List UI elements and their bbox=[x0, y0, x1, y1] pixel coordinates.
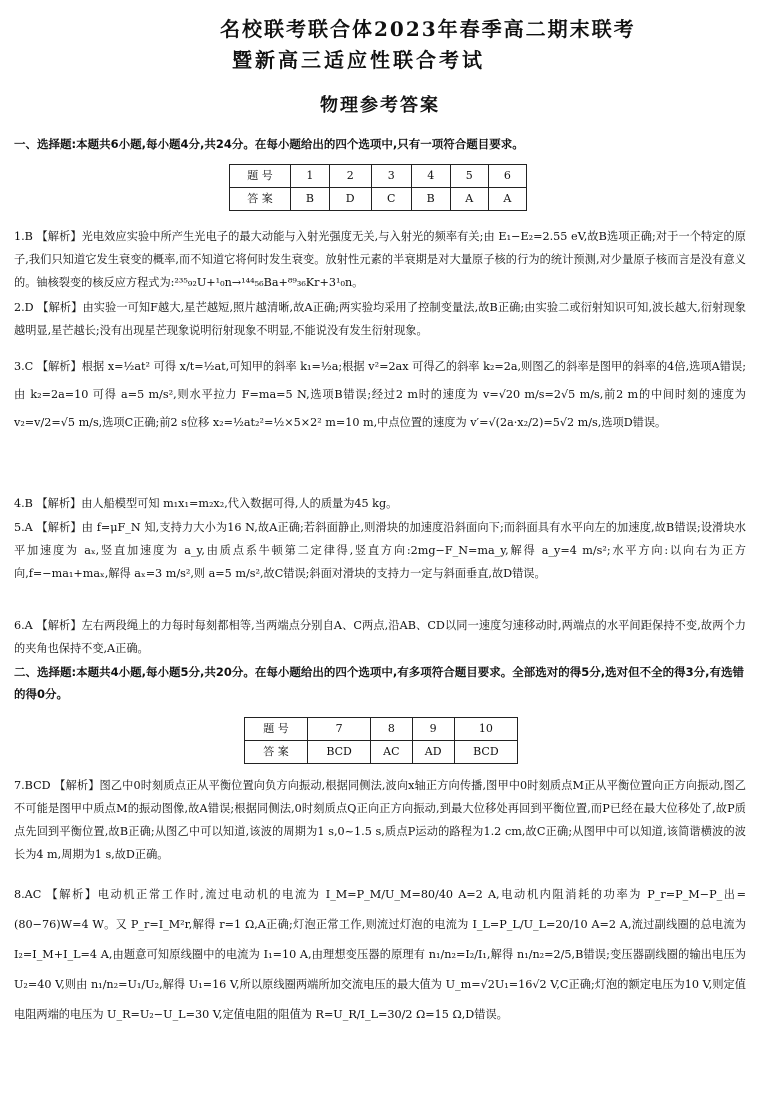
section1-heading: 一、选择题:本题共6小题,每小题4分,共24分。在每小题给出的四个选项中,只有一项符合题目要求。 bbox=[14, 137, 524, 151]
table-cell: 7 bbox=[308, 718, 371, 741]
table-cell: 4 bbox=[411, 165, 450, 188]
table-cell: 6 bbox=[488, 165, 526, 188]
table-cell: BCD bbox=[454, 741, 517, 764]
table-cell: 1 bbox=[291, 165, 330, 188]
exam-title-line1: 名校联考联合体2023年春季高二期末联考 bbox=[220, 17, 636, 41]
answer-q7: 7.BCD 【解析】图乙中0时刻质点正从平衡位置向负方向振动,根据同侧法,波向x轴正方向传播,图甲中0时刻质点M正从平衡位置向正方向振动,图乙不可能是图甲中质点M的振动图像,故A错误;根据同侧法,0时刻质点Q正向正方向振动,到最大位移处再回到平衡位置,而P已经在最大位移处了,故P质点先回到平衡位置,故B正确;从图乙中可以知道,该波的周期为1 s,0~1.5 s,质点P运动的路程为1.2 cm,故C正确;从图甲中可以知道,该简谐横波的波长为4 m,周期为1 s,故D正确。 bbox=[14, 779, 746, 861]
table-cell: AC bbox=[371, 741, 412, 764]
answer-key-title: 物理参考答案 bbox=[320, 95, 440, 116]
table-cell: A bbox=[488, 188, 526, 211]
table-cell: 题 号 bbox=[230, 165, 291, 188]
table-row bbox=[245, 741, 518, 764]
answer-q6: 6.A 【解析】左右两段绳上的力每时每刻都相等,当两端点分别自A、C两点,沿AB、CD以同一速度匀速移动时,两端点的水平间距保持不变,故两个力的夹角也保持不变,A正确。 bbox=[14, 619, 746, 655]
exam-title-line2: 暨新高三适应性联合考试 bbox=[232, 48, 485, 72]
table-cell: 5 bbox=[450, 165, 488, 188]
table-cell: 2 bbox=[329, 165, 371, 188]
table-cell: 答 案 bbox=[245, 741, 308, 764]
table-cell: 10 bbox=[454, 718, 517, 741]
table-cell: C bbox=[371, 188, 411, 211]
table-row bbox=[245, 718, 518, 741]
table-cell: AD bbox=[412, 741, 454, 764]
table-cell: 答 案 bbox=[230, 188, 291, 211]
section2-answer-table bbox=[244, 717, 518, 764]
table-cell: 8 bbox=[371, 718, 412, 741]
table-cell: A bbox=[450, 188, 488, 211]
answer-q5: 5.A 【解析】由 f=μF_N 知,支持力大小为16 N,故A正确;若斜面静止,则滑块的加速度沿斜面向下;而斜面具有水平向左的加速度,故B错误;设滑块水平加速度为 aₓ,竖直加速度为 a_y,由质点系牛顿第二定律得,竖直方向:2mg−F_N=ma_y,解得 a_y=4 m/s²;水平方向:以向右为正方向,f=−ma₁+maₓ,解得 aₓ=3 m/s²,则 a=5 m/s²,故C错误;斜面对滑块的支持力一定与斜面垂直,故D错误。 bbox=[14, 521, 746, 580]
answer-q8: 8.AC 【解析】电动机正常工作时,流过电动机的电流为 I_M=P_M/U_M=80/40 A=2 A,电动机内阻消耗的功率为 P_r=P_M−P_出=(80−76)W=4 W。又 P_r=I_M²r,解得 r=1 Ω,A正确;灯泡正常工作,则流过灯泡的电流为 I_L=P_L/U_L=20/10 A=2 A,流过副线圈的总电流为 I₂=I_M+I_L=4 A,由题意可知原线圈中的电流为 I₁=10 A,由理想变压器的原理有 n₁/n₂=I₂/I₁,解得 n₁/n₂=2/5,B错误;变压器副线圈的输出电压为 U₂=40 V,则由 n₁/n₂=U₁/U₂,解得 U₁=16 V,所以原线圈两端所加交流电压的最大值为 U_m=√2U₁=16√2 V,C正确;灯泡的额定电压为10 V,则定值电阻两端的电压为 U_R=U₂−U_L=30 V,定值电阻的阻值为 R=U_R/I_L=30/2 Ω=15 Ω,D错误。 bbox=[14, 888, 746, 1021]
answer-q3: 3.C 【解析】根据 x=½at² 可得 x/t=½at,可知甲的斜率 k₁=½a;根据 v²=2ax 可得乙的斜率 k₂=2a,则图乙的斜率是图甲的斜率的4倍,选项A错误;由 k₂=2a=10 可得 a=5 m/s²,则水平拉力 F=ma=5 N,选项B错误;经过2 m时的速度为 v=√20 m/s=2√5 m/s,前2 m的中间时刻的速度为 v₂=v/2=√5 m/s,选项C正确;前2 s位移 x₂=½at₂²=½×5×2² m=10 m,中点位置的速度为 v′=√(2a·x₂/2)=5√2 m/s,选项D错误。 bbox=[14, 360, 746, 429]
section1-answer-table bbox=[229, 164, 527, 211]
answer-q1: 1.B 【解析】光电效应实验中所产生光电子的最大动能与入射光强度无关,与入射光的频率有关;由 E₁−E₂=2.55 eV,故B选项正确;对于一个特定的原子,我们只知道它发生衰变的概率,而不知道它将何时发生衰变。放射性元素的半衰期是对大量原子核的行为的统计预测,对少量原子核而言是没有意义的。铀核裂变的核反应方程式为:²³⁵₉₂U+¹₀n→¹⁴⁴₅₆Ba+⁸⁹₃₆Kr+3¹₀n。 bbox=[14, 230, 746, 289]
table-cell: 3 bbox=[371, 165, 411, 188]
table-row bbox=[230, 165, 527, 188]
table-cell: B bbox=[411, 188, 450, 211]
table-cell: D bbox=[329, 188, 371, 211]
answer-q4: 4.B 【解析】由人船模型可知 m₁x₁=m₂x₂,代入数据可得,人的质量为45 kg。 bbox=[14, 497, 398, 510]
section2-heading: 二、选择题:本题共4小题,每小题5分,共20分。在每小题给出的四个选项中,有多项符合题目要求。全部选对的得5分,选对但不全的得3分,有选错的得0分。 bbox=[14, 665, 744, 701]
table-cell: 9 bbox=[412, 718, 454, 741]
table-row bbox=[230, 188, 527, 211]
table-cell: 题 号 bbox=[245, 718, 308, 741]
table-cell: B bbox=[291, 188, 330, 211]
table-cell: BCD bbox=[308, 741, 371, 764]
answer-q2: 2.D 【解析】由实验一可知F越大,星芒越短,照片越清晰,故A正确;两实验均采用了控制变量法,故B正确;由实验二或衍射知识可知,波长越大,衍射现象越明显,星芒越长;没有出现星芒现象说明衍射现象不明显,不能说没有发生衍射现象。 bbox=[14, 301, 746, 337]
